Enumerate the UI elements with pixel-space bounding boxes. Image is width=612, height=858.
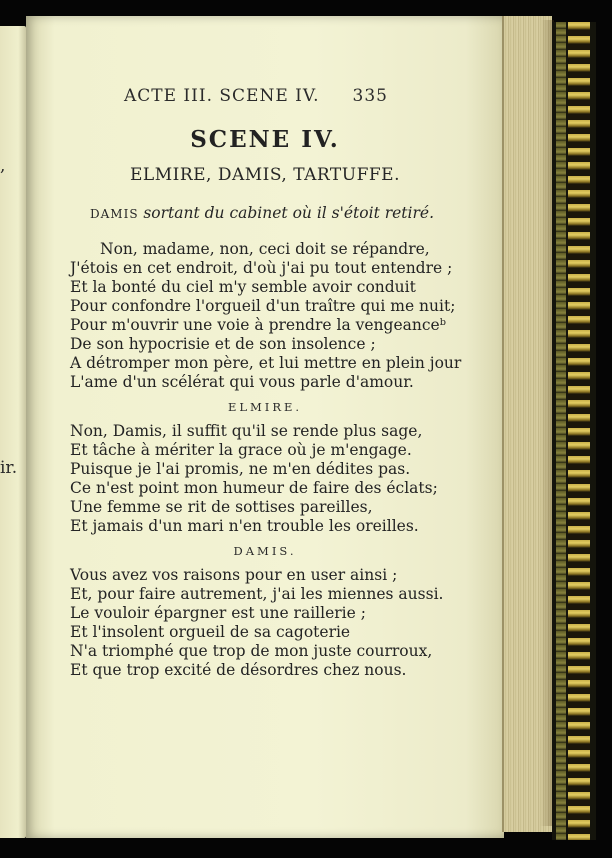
left-page-fragment: , [0, 156, 6, 176]
verse-line: Et tâche à mériter la grace où je m'engage. [70, 441, 412, 459]
speaker-name: DAMIS. [233, 544, 297, 558]
running-head [124, 86, 388, 106]
verse-line: Puisque je l'ai promis, ne m'en dédites pas. [70, 460, 411, 478]
stage-direction-speaker: DAMIS [90, 207, 139, 221]
verse-line: Pour m'ouvrir une voie à prendre la vengeanceᵇ [70, 316, 446, 334]
scene-title: SCENE IV. [190, 126, 340, 153]
stage-direction-text: sortant du cabinet où il s'étoit retiré. [143, 204, 434, 222]
verse-line: J'étois en cet endroit, d'où j'ai pu tout entendre ; [70, 259, 453, 277]
verse-line: Et l'insolent orgueil de sa cagoterie [70, 623, 351, 641]
page-number: 335 [352, 86, 388, 106]
verse-line: L'ame d'un scélérat qui vous parle d'amour. [70, 373, 414, 391]
verse-line: Une femme se rit de sottises pareilles, [70, 498, 373, 516]
verse-line: Et jamais d'un mari n'en trouble les oreilles. [70, 517, 419, 535]
running-head-title: ACTE III. SCENE IV. [124, 86, 320, 106]
left-page-fragment: ir. [0, 458, 18, 478]
verse-line: Pour confondre l'orgueil d'un traître qui me nuit; [70, 297, 456, 315]
spine-trim [556, 22, 566, 840]
verse-line: Et que trop excité de désordres chez nous. [70, 661, 407, 679]
verse-line: Ce n'est point mon humeur de faire des éclats; [70, 479, 438, 497]
verse-line: Vous avez vos raisons pour en user ainsi ; [70, 566, 398, 584]
left-page-edge [0, 26, 26, 838]
verse-line: Et la bonté du ciel m'y semble avoir conduit [70, 278, 416, 296]
character-list: ELMIRE, DAMIS, TARTUFFE. [130, 165, 400, 185]
gilt-spine-band [568, 22, 590, 840]
verse-line: A détromper mon père, et lui mettre en plein jour [70, 354, 462, 372]
verse-line: Non, Damis, il suffit qu'il se rende plus sage, [70, 422, 423, 440]
verse-line: De son hypocrisie et de son insolence ; [70, 335, 376, 353]
verse-line: Et, pour faire autrement, j'ai les miennes aussi. [70, 585, 444, 603]
speaker-name: ELMIRE. [227, 400, 303, 414]
verse-line: N'a triomphé que trop de mon juste courroux, [70, 642, 433, 660]
stage-direction [90, 204, 434, 222]
verse-line: Non, madame, non, ceci doit se répandre, [100, 240, 430, 258]
verse-line: Le vouloir épargner est une raillerie ; [70, 604, 366, 622]
